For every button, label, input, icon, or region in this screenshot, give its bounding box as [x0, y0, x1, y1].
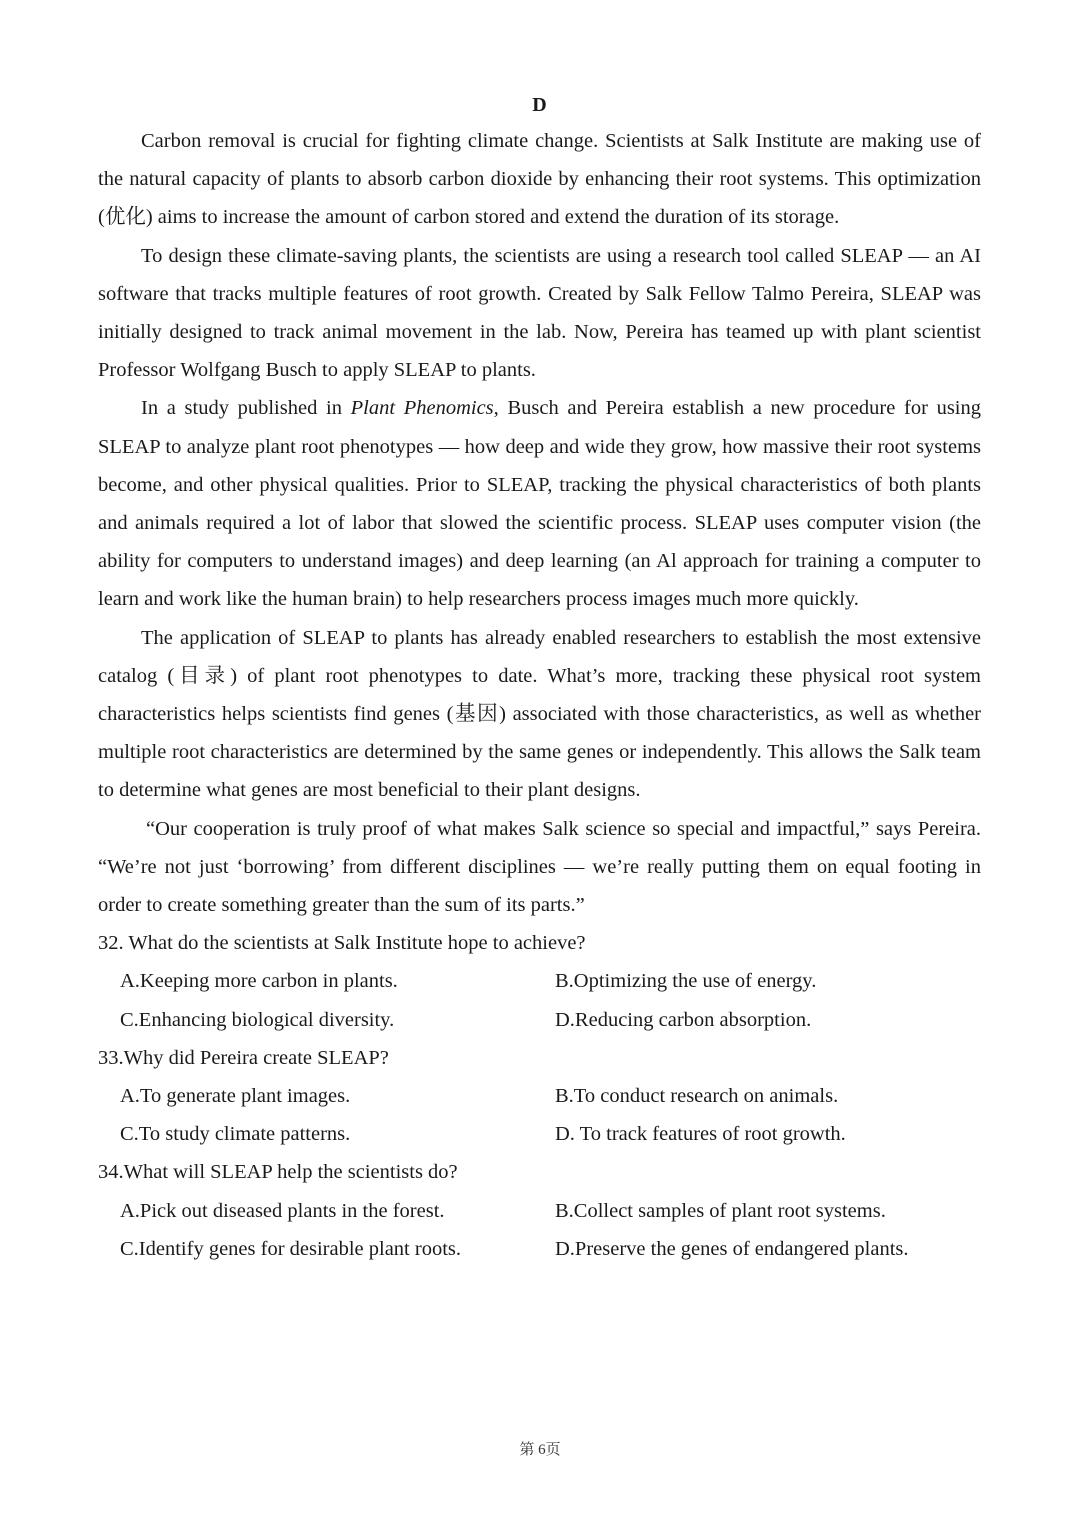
paragraph-4: The application of SLEAP to plants has already enabled researchers to establish the most extensive catalog (目录) of plant root phenotypes to date. What’s more, tracking these physical root system characteristics helps scientists find genes (基因) associated with those characteristics, as well as whether multiple root characteristics are determined by the same genes or independently. This allows the Salk team to determine what genes are most beneficial to their plant designs.	[98, 626, 981, 802]
option-c: C.To study climate patterns.	[120, 1123, 351, 1146]
option-d: D. To track features of root growth.	[555, 1123, 846, 1146]
option-d: D.Preserve the genes of endangered plants.	[555, 1237, 909, 1260]
option-c: C.Identify genes for desirable plant roots.	[120, 1237, 462, 1260]
option-list	[98, 1192, 981, 1268]
question-32	[98, 924, 981, 1039]
option-b: B.To conduct research on animals.	[555, 1085, 839, 1108]
question-stem: 33.Why did Pereira create SLEAP?	[98, 1046, 389, 1069]
paragraph-3	[98, 389, 981, 618]
paragraph-3-before: In a study published in	[141, 397, 351, 420]
document-page	[98, 88, 981, 1268]
option-a: A.Keeping more carbon in plants.	[120, 970, 398, 993]
journal-title: Plant Phenomics	[350, 397, 494, 420]
question-stem: 32. What do the scientists at Salk Institute hope to achieve?	[98, 932, 586, 955]
section-title: D	[532, 94, 547, 116]
option-d: D.Reducing carbon absorption.	[555, 1008, 812, 1031]
option-b: B.Optimizing the use of energy.	[555, 970, 817, 993]
option-b: B.Collect samples of plant root systems.	[555, 1199, 886, 1222]
paragraph-2: To design these climate-saving plants, the scientists are using a research tool called SLEAP — an AI software that tracks multiple features of root growth. Created by Salk Fellow Talmo Pereira, SLEAP was initially designed to track animal movement in the lab. Now, Pereira has teamed up with plant scientist Professor Wolfgang Busch to apply SLEAP to plants.	[98, 244, 981, 382]
question-stem: 34.What will SLEAP help the scientists do?	[98, 1161, 458, 1184]
option-a: A.Pick out diseased plants in the forest.	[120, 1199, 445, 1222]
option-list	[98, 1077, 981, 1153]
option-c: C.Enhancing biological diversity.	[120, 1008, 395, 1031]
paragraph-5: “Our cooperation is truly proof of what makes Salk science so special and impactful,” says Pereira. “We’re not just ‘borrowing’ from different disciplines — we’re really putting them on equal footing in order to create something greater than the sum of its parts.”	[98, 817, 981, 917]
paragraph-3-after: , Busch and Pereira establish a new procedure for using SLEAP to analyze plant root phenotypes — how deep and wide they grow, how massive their root systems become, and other physical qualities. Prior to SLEAP, tracking the physical characteristics of both plants and animals required a lot of labor that slowed the scientific process. SLEAP uses computer vision (the ability for computers to understand images) and deep learning (an Al approach for training a computer to learn and work like the human brain) to help researchers process images much more quickly.	[98, 397, 981, 611]
question-33	[98, 1039, 981, 1154]
option-list	[98, 962, 981, 1038]
option-a: A.To generate plant images.	[120, 1085, 351, 1108]
paragraph-1: Carbon removal is crucial for fighting climate change. Scientists at Salk Institute are making use of the natural capacity of plants to absorb carbon dioxide by enhancing their root systems. This optimization (优化) aims to increase the amount of carbon stored and extend the duration of its storage.	[98, 130, 981, 229]
page-number: 第 6页	[519, 1442, 561, 1458]
question-34	[98, 1153, 981, 1268]
